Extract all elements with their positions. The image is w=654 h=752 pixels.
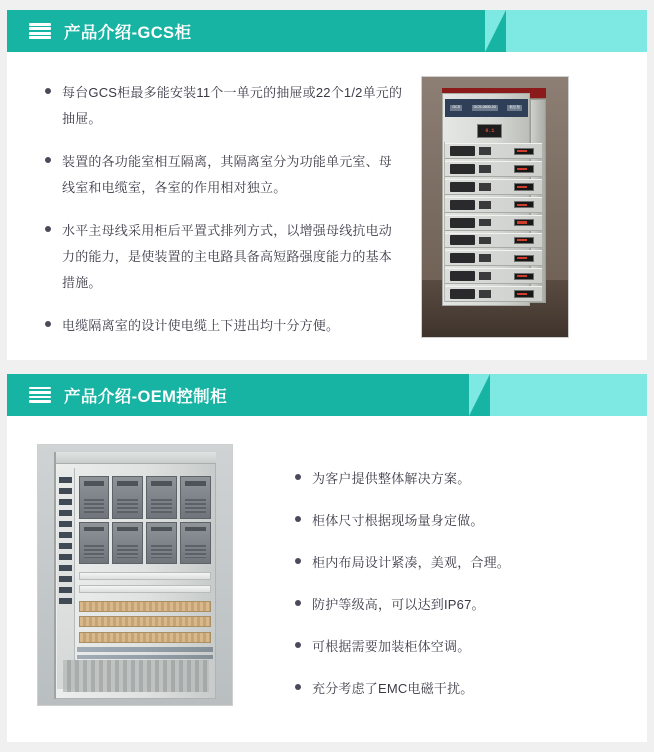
bullet-dot-icon xyxy=(45,226,51,232)
list-item xyxy=(281,634,623,660)
terminal-column xyxy=(57,468,74,689)
oem-photo-wrapper xyxy=(37,444,233,718)
control-module xyxy=(79,476,110,519)
bullet-dot-icon xyxy=(45,321,51,327)
bullet-dot-icon xyxy=(295,600,301,606)
section-card-oem xyxy=(7,374,647,742)
nameplate-text-2: GCS-0600-03 xyxy=(473,105,496,110)
gcs-photo-wrapper xyxy=(421,76,569,339)
drawer-unit xyxy=(444,250,543,266)
drawer-unit xyxy=(444,179,543,195)
bullet-text: 为客户提供整体解决方案。 xyxy=(312,470,471,486)
din-rail xyxy=(79,572,211,580)
control-module xyxy=(112,476,143,519)
bullet-text: 每台GCS柜最多能安装11个一单元的抽屉或22个1/2单元的抽屉。 xyxy=(62,85,403,126)
bullet-list-oem xyxy=(281,444,623,718)
cabinet-door-seam xyxy=(54,452,56,699)
oem-control-cabinet-photo xyxy=(37,444,233,706)
terminal-block-row xyxy=(79,616,211,627)
cable-bundle xyxy=(63,660,209,691)
list-item xyxy=(281,550,623,576)
cabinet-top-rail xyxy=(55,452,216,464)
list-item xyxy=(31,149,403,201)
list-item xyxy=(281,466,623,492)
module-array xyxy=(79,476,211,564)
bullet-text: 柜体尺寸根据现场量身定做。 xyxy=(312,512,484,528)
terminal-block-row xyxy=(79,632,211,643)
meter-reading: 0.1 xyxy=(485,127,495,134)
bullet-text: 装置的各功能室相互隔离，其隔离室分为功能单元室、母线室和电缆室，各室的作用相对独立。 xyxy=(62,154,393,195)
list-item xyxy=(281,592,623,618)
list-item xyxy=(31,80,403,132)
cabinet-digital-meter xyxy=(477,124,502,138)
bullet-text: 充分考虑了EMC电磁干扰。 xyxy=(312,680,474,696)
bullet-dot-icon xyxy=(295,516,301,522)
bullet-dot-icon xyxy=(45,88,51,94)
hamburger-bars-icon xyxy=(29,387,51,403)
bullet-dot-icon xyxy=(295,642,301,648)
section-header-gcs xyxy=(7,10,647,52)
list-item xyxy=(31,313,403,339)
nameplate-text-3: 低压柜 xyxy=(509,105,521,110)
list-item xyxy=(31,218,403,296)
section-body-gcs xyxy=(7,52,647,360)
control-module xyxy=(112,522,143,565)
bullet-text: 防护等级高，可以达到IP67。 xyxy=(312,596,485,612)
section-title-oem: 产品介绍-OEM控制柜 xyxy=(64,387,227,406)
control-module xyxy=(146,476,177,519)
bullet-text: 柜内布局设计紧凑，美观，合理。 xyxy=(312,554,511,570)
bullet-dot-icon xyxy=(295,558,301,564)
drawer-unit xyxy=(444,286,543,302)
list-item xyxy=(281,676,623,702)
control-module xyxy=(79,522,110,565)
din-rail xyxy=(79,585,211,593)
drawer-unit xyxy=(444,197,543,213)
cabinet-drawer-stack xyxy=(444,143,543,302)
terminal-block-row xyxy=(79,601,211,612)
cabinet-nameplate xyxy=(445,99,528,117)
section-header-oem xyxy=(7,374,647,416)
drawer-unit xyxy=(444,215,543,231)
drawer-unit xyxy=(444,161,543,177)
bullet-text: 水平主母线采用柜后平置式排列方式，以增强母线抗电动力的能力，是使装置的主电路具备高短路强度能力的基本措施。 xyxy=(62,223,393,290)
hamburger-bars-icon xyxy=(29,23,51,39)
section-body-oem xyxy=(7,416,647,742)
nameplate-text-1: GCS xyxy=(452,105,461,110)
list-item xyxy=(281,508,623,534)
control-module xyxy=(180,476,211,519)
bullet-text: 电缆隔离室的设计使电缆上下进出均十分方便。 xyxy=(62,318,340,333)
bullet-dot-icon xyxy=(45,157,51,163)
section-title-gcs: 产品介绍-GCS柜 xyxy=(64,24,192,42)
wiring-harness xyxy=(77,655,213,659)
gcs-cabinet-photo xyxy=(421,76,569,338)
drawer-unit xyxy=(444,233,543,249)
control-module xyxy=(146,522,177,565)
bullet-dot-icon xyxy=(295,474,301,480)
control-module xyxy=(180,522,211,565)
bullet-list-gcs xyxy=(31,74,403,339)
cabinet-door-seam xyxy=(444,142,445,302)
bullet-dot-icon xyxy=(295,684,301,690)
bullet-text: 可根据需要加装柜体空调。 xyxy=(312,638,471,654)
section-card-gcs xyxy=(7,10,647,360)
drawer-unit xyxy=(444,268,543,284)
drawer-unit xyxy=(444,143,543,159)
wiring-harness xyxy=(77,647,213,651)
